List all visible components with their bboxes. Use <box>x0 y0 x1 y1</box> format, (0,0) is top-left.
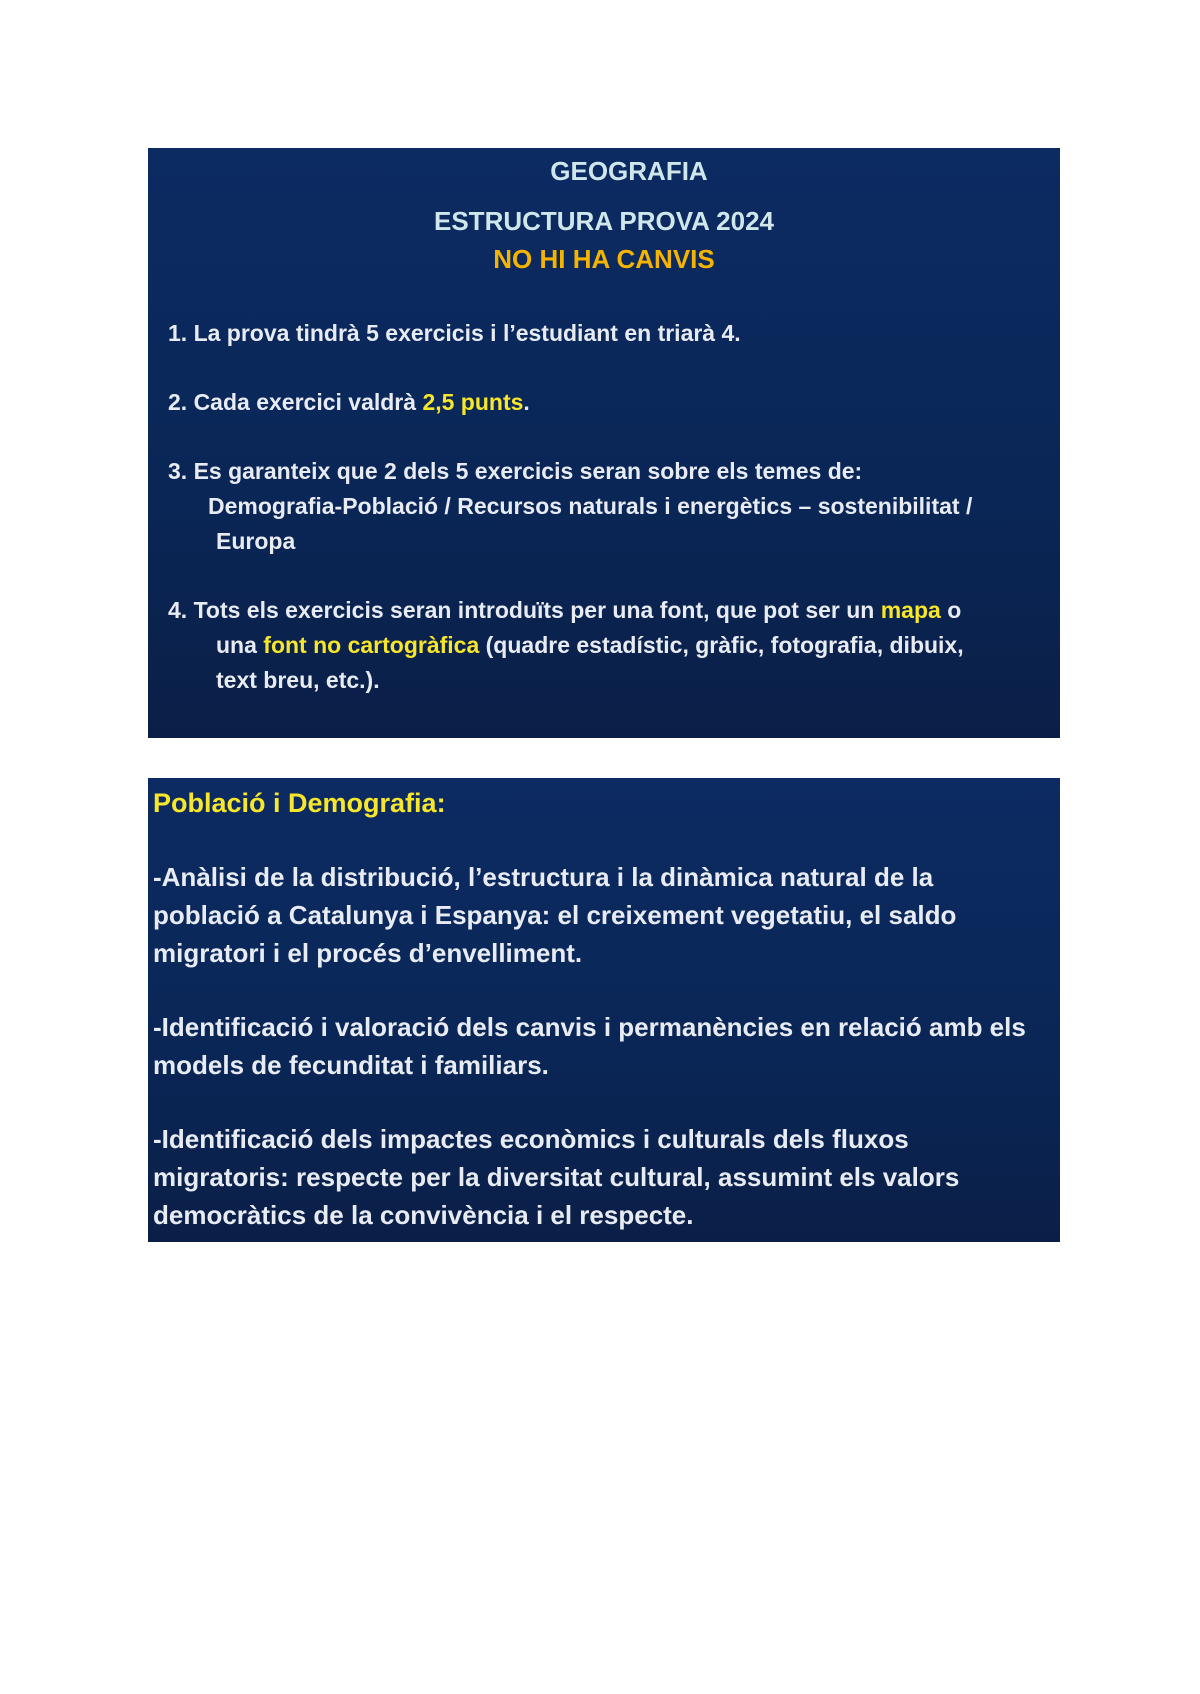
section-body <box>153 858 1058 1270</box>
slide-title: GEOGRAFIA <box>550 156 708 186</box>
paragraph-1-line3: migratori i el procés d’envelliment. <box>153 938 583 968</box>
paragraph-1 <box>153 858 1058 972</box>
rule-item-3 <box>168 454 1048 559</box>
paragraph-3-line3: democràtics de la convivència i el respecte. <box>153 1200 694 1230</box>
paragraph-2-line1: -Identificació i valoració dels canvis i permanències en relació amb els <box>153 1012 1026 1042</box>
exam-rules-list <box>168 316 1048 732</box>
rule-item-1 <box>168 316 1048 351</box>
rule-item-3-line1: 3. Es garanteix que 2 dels 5 exercicis seran sobre els temes de: <box>168 458 863 484</box>
rule-item-2-prefix: 2. Cada exercici valdrà <box>168 389 423 415</box>
notice-heading: NO HI HA CANVIS <box>493 244 715 274</box>
slide-subtitle: ESTRUCTURA PROVA 2024 <box>434 206 774 236</box>
rule-item-4-cont-suffix: (quadre estadístic, gràfic, fotografia, dibuix, <box>479 632 964 658</box>
paragraph-1-line1: -Anàlisi de la distribució, l’estructura i la dinàmica natural de la <box>153 862 934 892</box>
rule-item-4-cont-prefix: una <box>216 632 264 658</box>
rule-item-3-line2: Demografia-Població / Recursos naturals i energètics – sostenibilitat / <box>208 493 973 519</box>
section-title: Població i Demografia: <box>153 788 446 818</box>
rule-item-4-highlight-map: mapa <box>880 597 941 623</box>
rule-item-4-line3: text breu, etc.). <box>216 667 380 693</box>
rule-item-1-text: 1. La prova tindrà 5 exercicis i l’estudiant en triarà 4. <box>168 320 741 346</box>
rule-item-4-middle: o <box>940 597 962 623</box>
rule-item-4-highlight-font: font no cartogràfica <box>263 632 480 658</box>
paragraph-2 <box>153 1008 1058 1084</box>
rule-item-3-line3: Europa <box>216 528 296 554</box>
rule-item-2-highlight: 2,5 punts <box>422 389 524 415</box>
rule-item-2 <box>168 385 1048 420</box>
paragraph-3 <box>153 1120 1058 1234</box>
rule-item-4 <box>168 593 1048 698</box>
paragraph-1-line2: població a Catalunya i Espanya: el creixement vegetatiu, el saldo <box>153 900 957 930</box>
paragraph-3-line1: -Identificació dels impactes econòmics i culturals dels fluxos <box>153 1124 909 1154</box>
paragraph-2-line2: models de fecunditat i familiars. <box>153 1050 549 1080</box>
rule-item-4-line2 <box>168 628 1048 663</box>
rule-item-2-suffix: . <box>523 389 530 415</box>
rule-item-4-prefix: 4. Tots els exercicis seran introduïts per una font, que pot ser un <box>168 597 881 623</box>
slide-population-demography <box>148 778 1060 1242</box>
paragraph-3-line2: migratoris: respecte per la diversitat cultural, assumint els valors <box>153 1162 960 1192</box>
slide-exam-structure <box>148 148 1060 738</box>
